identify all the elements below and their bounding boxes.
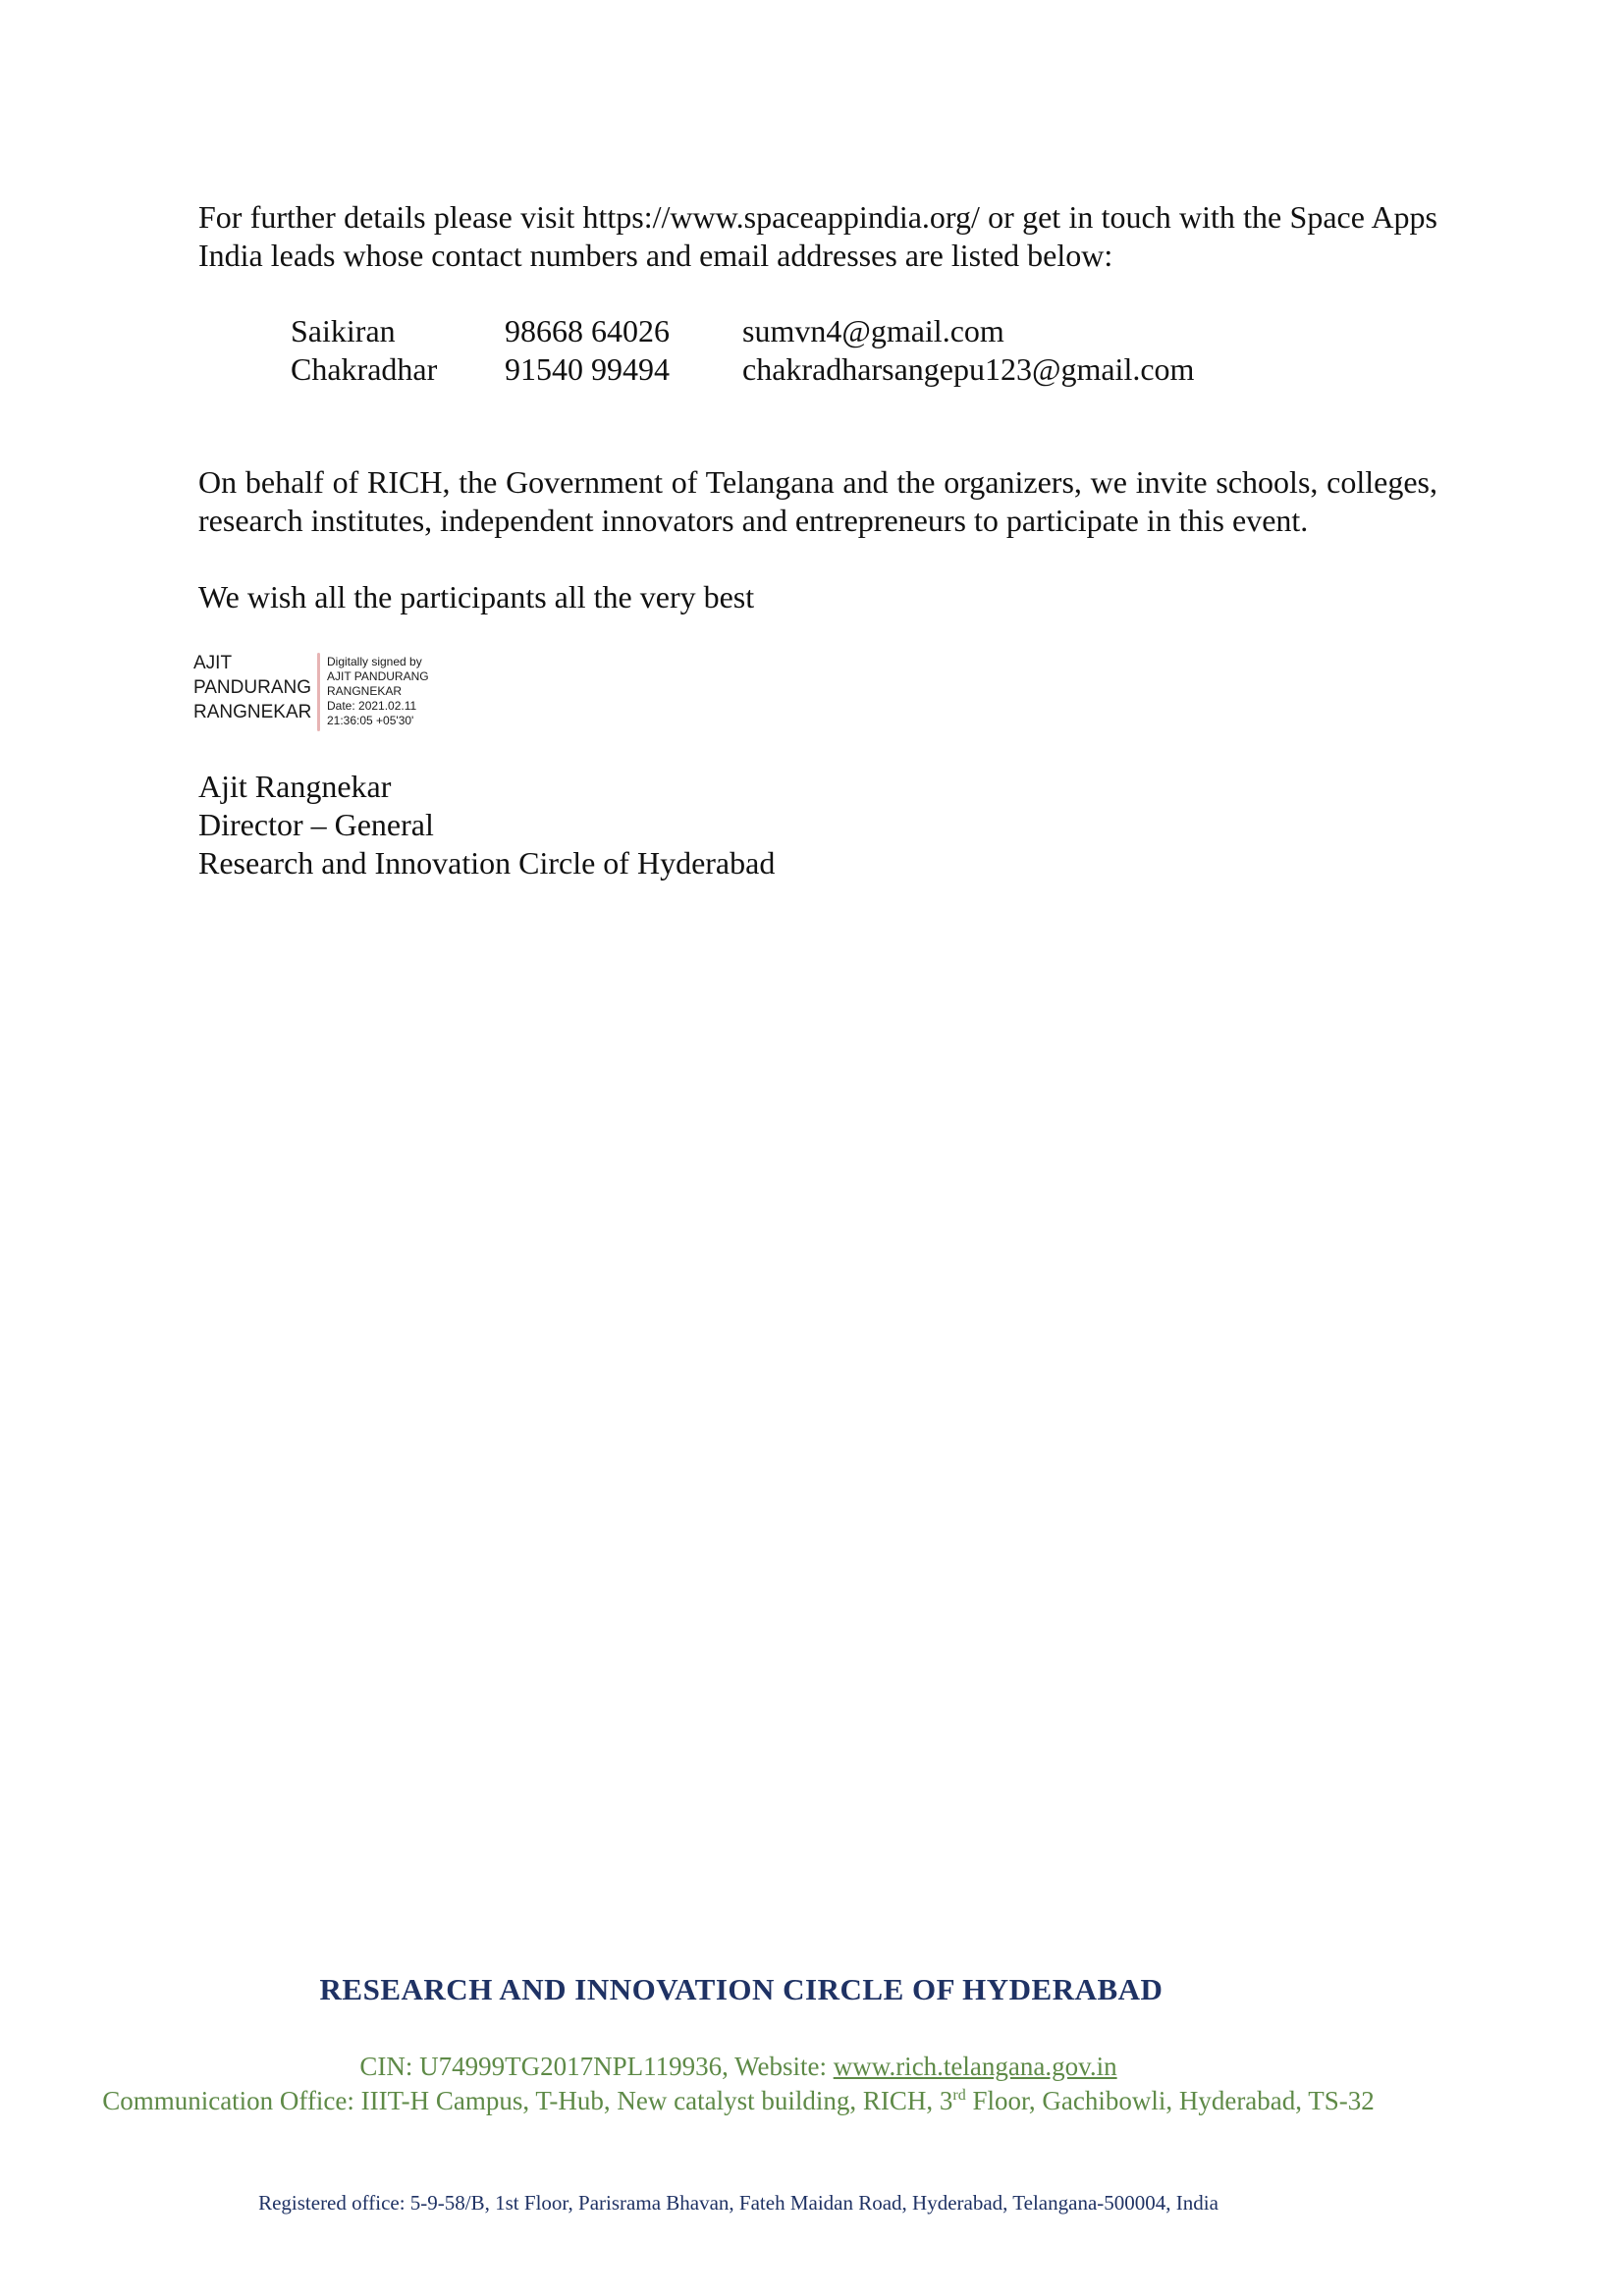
signature-detail-line: AJIT PANDURANG xyxy=(327,669,429,683)
invitation-paragraph: On behalf of RICH, the Government of Telangana and the organizers, we invite schools, colleges, research institutes, independent innovators and entrepreneurs to participate in this event. xyxy=(198,464,1437,538)
contact-row xyxy=(291,312,1194,350)
footer-organization-name: RESEARCH AND INNOVATION CIRCLE OF HYDERABAD xyxy=(319,1972,1164,2006)
footer-office-sup: rd xyxy=(952,2087,966,2104)
contact-email: chakradharsangepu123@gmail.com xyxy=(742,351,1195,387)
signer-organization: Research and Innovation Circle of Hyderabad xyxy=(198,845,776,881)
signature-name-line: RANGNEKAR xyxy=(193,702,312,722)
signature-details xyxy=(327,655,429,728)
signature-mark-icon xyxy=(317,653,320,731)
footer-office-start: Communication Office: IIIT-H Campus, T-Hub, New catalyst building, RICH, 3 xyxy=(102,2086,953,2115)
contact-name: Saikiran xyxy=(291,313,396,348)
contact-phone: 91540 99494 xyxy=(505,351,670,387)
contact-name: Chakradhar xyxy=(291,351,438,387)
contact-list xyxy=(291,312,1194,389)
signer-title: Director – General xyxy=(198,807,434,842)
footer-cin: CIN: U74999TG2017NPL119936, Website: xyxy=(359,2052,834,2081)
signer-name: Ajit Rangnekar xyxy=(198,769,392,804)
signature-name-line: AJIT xyxy=(193,653,233,673)
signature-name xyxy=(193,651,311,724)
signer-block xyxy=(198,768,775,882)
signature-detail-line: Date: 2021.02.11 xyxy=(327,699,417,713)
footer-registered-office: Registered office: 5-9-58/B, 1st Floor, Parisrama Bhavan, Fateh Maidan Road, Hyderabad, Telangana-500004, India xyxy=(258,2191,1218,2215)
footer-website-link[interactable]: www.rich.telangana.gov.in xyxy=(833,2052,1117,2081)
wishes-paragraph: We wish all the participants all the very best xyxy=(198,579,755,614)
details-paragraph: For further details please visit https://www.spaceappindia.org/ or get in touch with the Space Apps India leads whose contact numbers and email addresses are listed below: xyxy=(198,199,1437,273)
signature-detail-line: Digitally signed by xyxy=(327,655,422,668)
signature-detail-line: RANGNEKAR xyxy=(327,684,403,698)
footer-office-line xyxy=(0,2086,1477,2116)
footer-office-end: Floor, Gachibowli, Hyderabad, TS-32 xyxy=(965,2086,1375,2115)
digital-signature xyxy=(193,651,449,739)
footer-cin-line xyxy=(0,2052,1477,2082)
signature-name-line: PANDURANG xyxy=(193,677,311,698)
contact-email: sumvn4@gmail.com xyxy=(742,313,1004,348)
contact-row xyxy=(291,350,1194,389)
signature-detail-line: 21:36:05 +05'30' xyxy=(327,714,414,727)
contact-phone: 98668 64026 xyxy=(505,313,670,348)
